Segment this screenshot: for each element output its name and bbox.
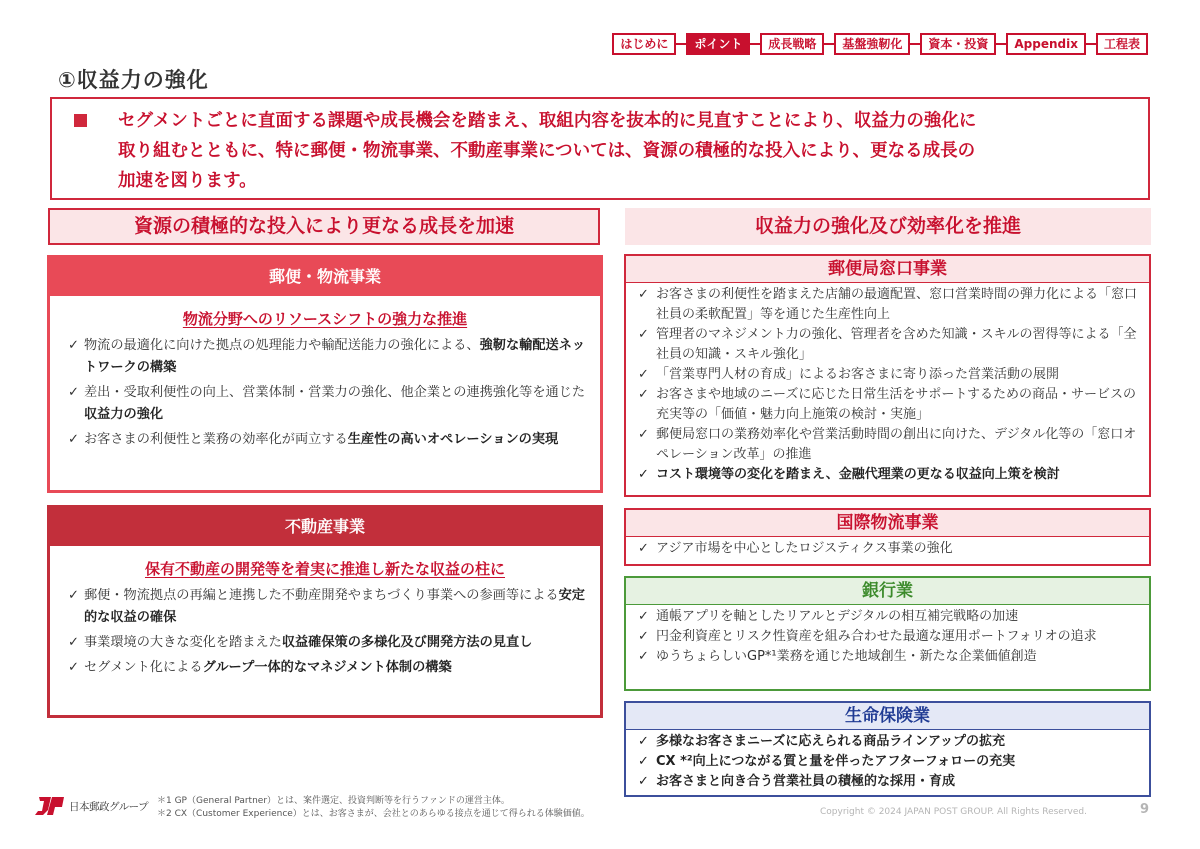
check-icon: ✓ [638,327,649,342]
nav-item-growth[interactable]: 成長戦略 [760,33,824,55]
list-item: ✓ CX *²向上につながる質と量を伴ったアフターフォローの充実 [638,752,1141,772]
list-item: ✓ コスト環境等の変化を踏まえ、金融代理業の更なる収益向上策を検討 [638,465,1141,485]
list-item: ✓ 物流の最適化に向けた拠点の処理能力や輸配送能力の強化による、強靭な輸配送ネットワークの構築 [68,335,590,379]
nav-item-capital[interactable]: 資本・投資 [920,33,996,55]
bank-title: 銀行業 [626,578,1149,605]
left-column-header: 資源の積極的な投入により更なる成長を加速 [48,208,600,245]
list-item: ✓ アジア市場を中心としたロジスティクス事業の強化 [638,539,1141,559]
footnotes [157,795,590,821]
summary-line: 取り組むとともに、特に郵便・物流事業、不動産事業については、資源の積極的な投入により、更なる成長の [118,141,976,161]
summary-line: セグメントごとに直面する課題や成長機会を踏まえ、取組内容を抜本的に見直すことにより、収益力の強化に [118,111,977,131]
check-icon: ✓ [68,432,80,447]
page-title: ①収益力の強化 [58,68,209,92]
real-estate-title: 不動産事業 [50,508,600,546]
nav-item-foundation[interactable]: 基盤強靭化 [834,33,910,55]
nav-connector [824,43,834,45]
insurance-title: 生命保険業 [626,703,1149,730]
list-item: ✓ 「営業専門人材の育成」によるお客さまに寄り添った営業活動の展開 [638,365,1141,385]
nav-item-points[interactable]: ポイント [686,33,750,55]
nav-item-intro[interactable]: はじめに [612,33,676,55]
page-number: 9 [1140,802,1150,817]
international-logistics-box [624,508,1151,566]
nav-connector [996,43,1006,45]
life-insurance-box [624,701,1151,797]
check-icon: ✓ [68,588,80,603]
check-icon: ✓ [638,609,649,624]
summary-box [50,97,1150,200]
post-office-counter-box [624,254,1151,497]
list-item: ✓ お客さまの利便性と業務の効率化が両立する生産性の高いオペレーションの実現 [68,429,590,451]
intl-title: 国際物流事業 [626,510,1149,537]
section-nav [612,33,1148,55]
check-icon: ✓ [68,385,80,400]
check-icon: ✓ [638,287,649,302]
check-icon: ✓ [638,774,649,789]
check-icon: ✓ [638,629,649,644]
bank-box [624,576,1151,691]
nav-connector [750,43,760,45]
check-icon: ✓ [68,660,80,675]
check-icon: ✓ [638,649,649,664]
list-item: ✓ 多様なお客さまニーズに応えられる商品ラインアップの拡充 [638,732,1141,752]
list-item: ✓ 事業環境の大きな変化を踏まえた収益確保策の多様化及び開発方法の見直し [68,632,590,654]
nav-connector [910,43,920,45]
nav-connector [1086,43,1096,45]
check-icon: ✓ [68,635,80,650]
footnote: ＊2 CX（Customer Experience）とは、お客さまが、会社とのあらゆる接点を通じて得られる体験価値。 [157,809,590,819]
check-icon: ✓ [638,387,649,402]
check-icon: ✓ [638,467,649,482]
copyright: Copyright © 2024 JAPAN POST GROUP. All Rights Reserved. [820,807,1087,817]
footnote: ＊1 GP（General Partner）とは、案件選定、投資判断等を行うファンドの運営主体。 [157,796,510,806]
right-column-header: 収益力の強化及び効率化を推進 [625,208,1151,245]
nav-item-appendix[interactable]: Appendix [1006,33,1086,55]
list-item: ✓ 円金利資産とリスク性資産を組み合わせた最適な運用ポートフォリオの追求 [638,627,1141,647]
counter-title: 郵便局窓口事業 [626,256,1149,283]
nav-item-schedule[interactable]: 工程表 [1096,33,1148,55]
check-icon: ✓ [638,367,649,382]
list-item: ✓ 郵便・物流拠点の再編と連携した不動産開発やまちづくり事業への参画等による安定的な収益の確保 [68,585,590,629]
list-item: ✓ セグメント化によるグループ一体的なマネジメント体制の構築 [68,657,590,679]
list-item: ✓ お客さまや地域のニーズに応じた日常生活をサポートするための商品・サービスの充実等の「価値・魅力向上施策の検討・実施」 [638,387,1136,422]
postal-logistics-box [47,255,603,493]
list-item: ✓ 差出・受取利便性の向上、営業体制・営業力の強化、他企業との連携強化等を通じた収益力の強化 [68,382,590,426]
list-item: ✓ 管理者のマネジメント力の強化、管理者を含めた知識・スキルの習得等による「全社員の知識・スキル強化」 [638,327,1137,362]
list-item: ✓ お客さまの利便性を踏まえた店舗の最適配置、窓口営業時間の弾力化による「窓口社員の柔軟配置」等を通じた生産性向上 [638,287,1138,322]
check-icon: ✓ [638,541,649,556]
list-item: ✓ ゆうちょらしいGP*¹業務を通じた地域創生・新たな企業価値創造 [638,647,1141,667]
summary-line: 加速を図ります。 [118,171,257,191]
japan-post-logo [35,797,148,815]
list-item: ✓ お客さまと向き合う営業社員の積極的な採用・育成 [638,772,1141,792]
check-icon: ✓ [638,427,649,442]
check-icon: ✓ [638,734,649,749]
square-bullet-icon [74,114,87,127]
real-estate-box [47,505,603,718]
list-item: ✓ 通帳アプリを軸としたリアルとデジタルの相互補完戦略の加速 [638,607,1141,627]
nav-connector [676,43,686,45]
jp-logo-icon [35,797,65,815]
real-estate-subtitle: 保有不動産の開発等を着実に推進し新たな収益の柱に [144,560,505,578]
check-icon: ✓ [638,754,649,769]
postal-title: 郵便・物流事業 [50,258,600,296]
list-item: ✓ 郵便局窓口の業務効率化や営業活動時間の創出に向けた、デジタル化等の「窓口オペレーション改革」の推進 [638,427,1137,462]
logo-text: 日本郵政グループ [69,800,149,813]
postal-subtitle: 物流分野へのリソースシフトの強力な推進 [182,310,468,328]
check-icon: ✓ [68,338,80,353]
